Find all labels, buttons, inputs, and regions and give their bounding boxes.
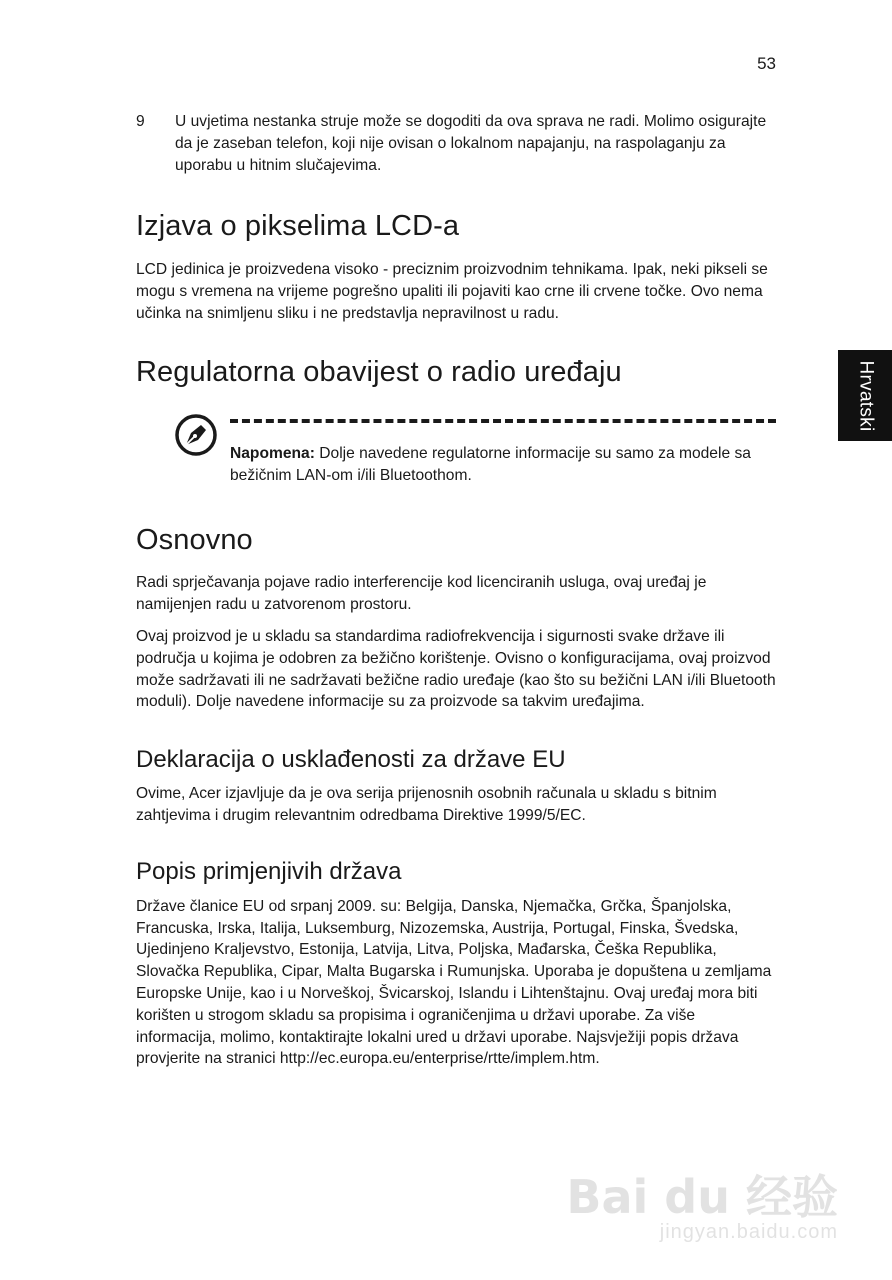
- language-side-tab: [838, 350, 892, 441]
- watermark-logo: Bai du 经验: [566, 1170, 838, 1224]
- language-side-tab-label: Hrvatski: [855, 359, 877, 432]
- page-number: 53: [757, 54, 776, 73]
- countries-heading: Popis primjenjivih država: [136, 857, 402, 885]
- basic-paragraph-1: Radi sprječavanja pojave radio interferencije kod licenciranih usluga, ovaj uređaj je namijenjen radu u zatvorenom prostoru.: [136, 574, 707, 614]
- item-number: 9: [136, 113, 145, 130]
- item-text: U uvjetima nestanka struje može se dogoditi da ova sprava ne radi. Molimo osigurajte da je zaseban telefon, koji nije ovisan o lokalnom napajanju, na raspolaganju za uporabu u hitnim slučajevima.: [175, 113, 767, 174]
- lcd-paragraph: LCD jedinica je proizvedena visoko - preciznim proizvodnim tehnikama. Ipak, neki pikseli se mogu s vremena na vrijeme pogrešno upaliti ili pojaviti kao crne ili crvene točke. Ovo nema učinka na snimljenu sliku i ne predstavlja nepravilnost u radu.: [136, 261, 768, 322]
- note-block: [174, 419, 776, 487]
- countries-paragraph: Države članice EU od srpanj 2009. su: Belgija, Danska, Njemačka, Grčka, Španjolska, Francuska, Irska, Italija, Luksemburg, Nizozemska, Austrija, Portugal, Finska, Švedska, Ujedinjeno Kraljevstvo, Estonija, Latvija, Litva, Poljska, Mađarska, Češka Republika, Slovačka Republika, Cipar, Malta Bugarska i Rumunjska. Uporaba je dopuštena u zemljama Europske Unije, kao i u Norveškoj, Švicarskoj, Islandu i Lihtenštajnu. Ovaj uređaj mora biti korišten u strogom skladu sa propisima i ograničenjima u državi uporabe. Za više informacija, molimo, kontaktirajte lokalni ured u državi uporabe. Najsvježiji popis država provjerite na stranici http://ec.europa.eu/enterprise/rtte/implem.htm.: [136, 897, 772, 1068]
- pen-nib-icon: [174, 413, 218, 457]
- note-divider: [230, 419, 776, 423]
- eu-paragraph: Ovime, Acer izjavljuje da je ova serija prijenosnih osobnih računala u skladu s bitnim zahtjevima i drugim relevantnim odredbama Direktive 1999/5/EC.: [136, 785, 717, 824]
- main-content: [136, 111, 776, 1070]
- regulatory-heading: Regulatorna obavijest o radio uređaju: [136, 355, 622, 388]
- note-body: [230, 419, 776, 487]
- note-text: [230, 443, 776, 487]
- note-label: Napomena:: [230, 444, 315, 462]
- numbered-item-9: [136, 111, 776, 176]
- lcd-heading: Izjava o pikselima LCD-a: [136, 210, 460, 243]
- basic-heading: Osnovno: [136, 524, 253, 557]
- watermark-url: jingyan.baidu.com: [659, 1221, 838, 1243]
- eu-heading: Deklaracija o usklađenosti za države EU: [136, 746, 566, 774]
- basic-paragraph-2: Ovaj proizvod je u skladu sa standardima radiofrekvencija i sigurnosti svake države ili područja u kojima je odobren za bežično korištenje. Ovisno o konfiguracijama, ovaj proizvod može sadržavati ili ne sadržavati bežične radio uređaje (kao što su bežični LAN i/ili Bluetooth moduli). Dolje navedene informacije su za proizvode sa takvim uređajima.: [136, 627, 776, 711]
- watermark: [566, 1170, 838, 1244]
- note-content: Dolje navedene regulatorne informacije su samo za modele sa bežičnim LAN-om i/ili Bluetoothom.: [230, 444, 751, 484]
